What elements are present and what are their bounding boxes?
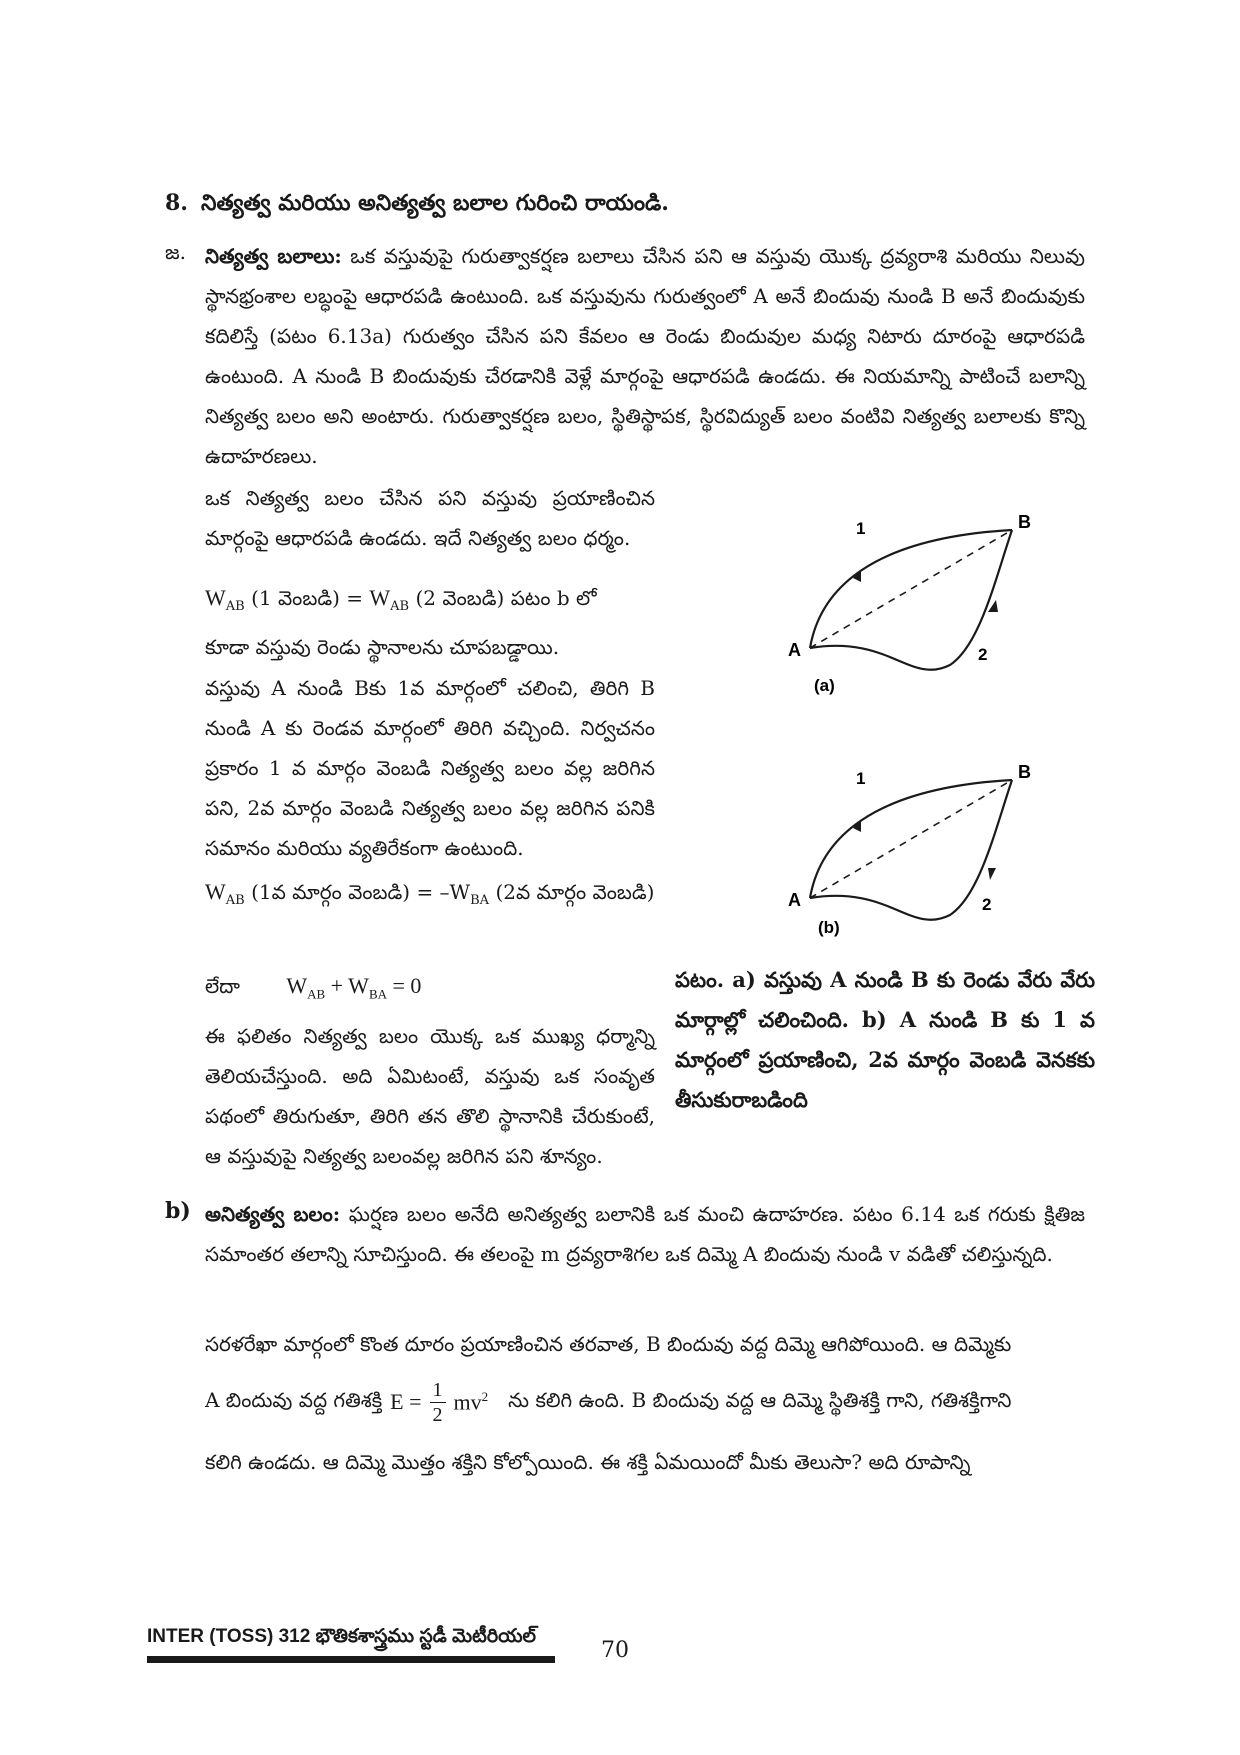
ke-frac-num: 1 [430, 1378, 446, 1403]
eq2-sub-ab: AB [225, 893, 245, 908]
figure-a-label: (a) [814, 676, 835, 695]
figure-a-diagram [760, 500, 1050, 700]
nonconservative-heading: అనిత్యత్వ బలం: [205, 1202, 341, 1226]
ke-pre-text: A బిందువు వద్ద గతిశక్తి [205, 1387, 383, 1412]
footer-title: INTER (TOSS) 312 భౌతికశాస్త్రము స్టడీ మెటీరియల్ [147, 1626, 536, 1647]
path-description: వస్తువు A నుండి Bకు 1వ మార్గంలో చలించి, తిరిగి B నుండి A కు రెండవ మార్గంలో తిరిగి వచ్చింది. నిర్వచనం ప్రకారం 1 వ మార్గం వెంబడి నిత్యత్వ బలం వల్ల జరిగిన పని, 2వ మార్గం వెంబడి నిత్యత్వ బలం వల్ల జరిగిన పనికి సమానం మరియు వ్యతిరేకంగా ఉంటుంది. [205, 676, 655, 860]
equation-wab-wba [205, 872, 655, 921]
eq3-sub-ab: AB [307, 986, 326, 1002]
eq3-equals-zero: = 0 [387, 973, 422, 998]
figure-caption: పటం. a) వస్తువు A నుండి B కు రెండు వేరు వేరు మార్గాల్లో చలించింది. b) A నుండి B కు 1 వ మార్గంలో ప్రయాణించి, 2వ మార్గం వెంబడి వెనకకు తీసుకురాబడింది [675, 967, 1095, 1112]
ke-frac-den: 2 [432, 1403, 443, 1426]
eq3-formula [286, 973, 422, 1002]
eq3-sub-ba: BA [368, 986, 388, 1002]
ke-exp: 2 [481, 1388, 489, 1404]
eq2-sub-ba: BA [470, 893, 490, 908]
question-heading [165, 190, 669, 221]
figure-b-path-label-2: 2 [982, 895, 992, 914]
figure-b-diagram [760, 750, 1050, 950]
ke-formula-e: E = [390, 1389, 422, 1414]
page-number: 70 [601, 1638, 629, 1663]
question-number: 8. [165, 190, 188, 216]
answer-label: జ. [165, 240, 186, 264]
conservative-property: ఒక నిత్యత్వ బలం చేసిన పని వస్తువు ప్రయాణించిన మార్గంపై ఆధారపడి ఉండదు. ఇదే నిత్యత్వ బలం ధర్మం. [205, 486, 655, 550]
figure-a-path-label-1: 1 [856, 519, 866, 538]
figure-b-arrow-2 [988, 868, 996, 880]
nonconservative-para2-line1: సరళరేఖా మార్గంలో కొంత దూరం ప్రయాణించిన తరవాత, B బిందువు వద్ద దిమ్మె ఆగిపోయింది. ఆ దిమ్మెకు [205, 1332, 1012, 1356]
equation-wab-paths [205, 578, 655, 667]
ke-fraction [430, 1378, 446, 1427]
figure-a-point-b: B [1018, 512, 1031, 532]
eq1-w-left: W [205, 585, 226, 610]
equation-sum-zero [205, 966, 655, 1014]
eq1-sub-left: AB [225, 599, 245, 614]
eq3-plus-w: + W [325, 973, 369, 998]
ke-post-text: ను కలిగి ఉంది. B బిందువు వద్ద ఆ దిమ్మె స్థితిశక్తి గాని, గతిశక్తిగాని [508, 1387, 1012, 1412]
nonconservative-label: b) [165, 1198, 191, 1224]
figure-b-label: (b) [818, 918, 840, 937]
eq3-w1: W [286, 973, 308, 998]
figure-b-path-label-1: 1 [856, 769, 866, 788]
eq1-w-right: W [369, 585, 391, 610]
question-text: నిత్యత్వ మరియు అనిత్యత్వ బలాల గురించి రాయండి. [201, 190, 669, 216]
footer-rule [147, 1656, 555, 1663]
eq1-left-path: (1 వెంబడి) = [251, 586, 364, 610]
ke-mv: mv [453, 1389, 482, 1415]
conservative-conclusion: ఈ ఫలితం నిత్యత్వ బలం యొక్క ఒక ముఖ్య ధర్మాన్ని తెలియచేస్తుంది. అది ఏమిటంటే, వస్తువు ఒక సంవృత పథంలో తిరుగుతూ, తిరిగి తన తొలి స్థానానికి చేరుకుంటే, ఆ వస్తువుపై నిత్యత్వ బలంవల్ల జరిగిన పని శూన్యం. [205, 1024, 655, 1168]
nonconservative-para2-line3: కలిగి ఉండదు. ఆ దిమ్మె మొత్తం శక్తిని కోల్పోయింది. ఈ శక్తి ఏమయిందో మీకు తెలుసా? అది రూపాన్ని [205, 1450, 971, 1474]
kinetic-energy-line [205, 1372, 1085, 1432]
conservative-intro-paragraph [205, 236, 1085, 476]
conservative-heading: నిత్యత్వ బలాలు: [205, 244, 342, 268]
eq1-right-path: (2 వెంబడి) పటం b లో [415, 586, 597, 610]
conservative-intro-text: ఒక వస్తువుపై గురుత్వాకర్షణ బలాలు చేసిన పని ఆ వస్తువు యొక్క ద్రవ్యరాశి మరియు నిలువు స్థానభ్రంశాల లబ్ధంపై ఆధారపడి ఉంటుంది. ఒక వస్తువును గురుత్వంలో A అనే బిందువు నుండి B అనే బిందువుకు కదిలిస్తే (పటం 6.13a) గురుత్వం చేసిన పని కేవలం ఆ రెండు బిందువుల మధ్య నిటారు దూరంపై ఆధారపడి ఉంటుంది. A నుండి B బిందువుకు చేరడానికి వెళ్లే మార్గంపై ఆధారపడి ఉండదు. ఈ నియమాన్ని పాటించే బలాన్ని నిత్యత్వ బలం అని అంటారు. గురుత్వాకర్షణ బలం, స్థితిస్థాపక, స్థిరవిద్యుత్ బలం వంటివి నిత్యత్వ బలాలకు కొన్ని ఉదాహరణలు. [205, 244, 1085, 468]
nonconservative-intro-paragraph [205, 1194, 1085, 1274]
eq1-sub-right: AB [390, 599, 410, 614]
eq2-mid: (1వ మార్గం వెంబడి) = –W [251, 880, 471, 904]
or-label: లేదా [205, 974, 240, 998]
figure-b-point-a: A [788, 890, 801, 910]
ke-formula-mv [454, 1389, 489, 1415]
eq2-tail: (2వ మార్గం వెంబడి) [495, 880, 655, 904]
eq2-w: W [205, 879, 226, 904]
eq1-tail: కూడా వస్తువు రెండు స్థానాలను చూపబడ్డాయి. [205, 635, 560, 659]
figure-a-path-label-2: 2 [978, 645, 988, 664]
nonconservative-intro-text: ఘర్షణ బలం అనేది అనిత్యత్వ బలానికి ఒక మంచి ఉదాహరణ. పటం 6.14 ఒక గరుకు క్షితిజ సమాంతర తలాన్ని సూచిస్తుంది. ఈ తలంపై m ద్రవ్యరాశిగల ఒక దిమ్మె A బిందువు నుండి v వడితో చలిస్తున్నది. [205, 1202, 1086, 1266]
figure-a-point-a: A [788, 640, 801, 660]
figure-b-point-b: B [1018, 762, 1031, 782]
